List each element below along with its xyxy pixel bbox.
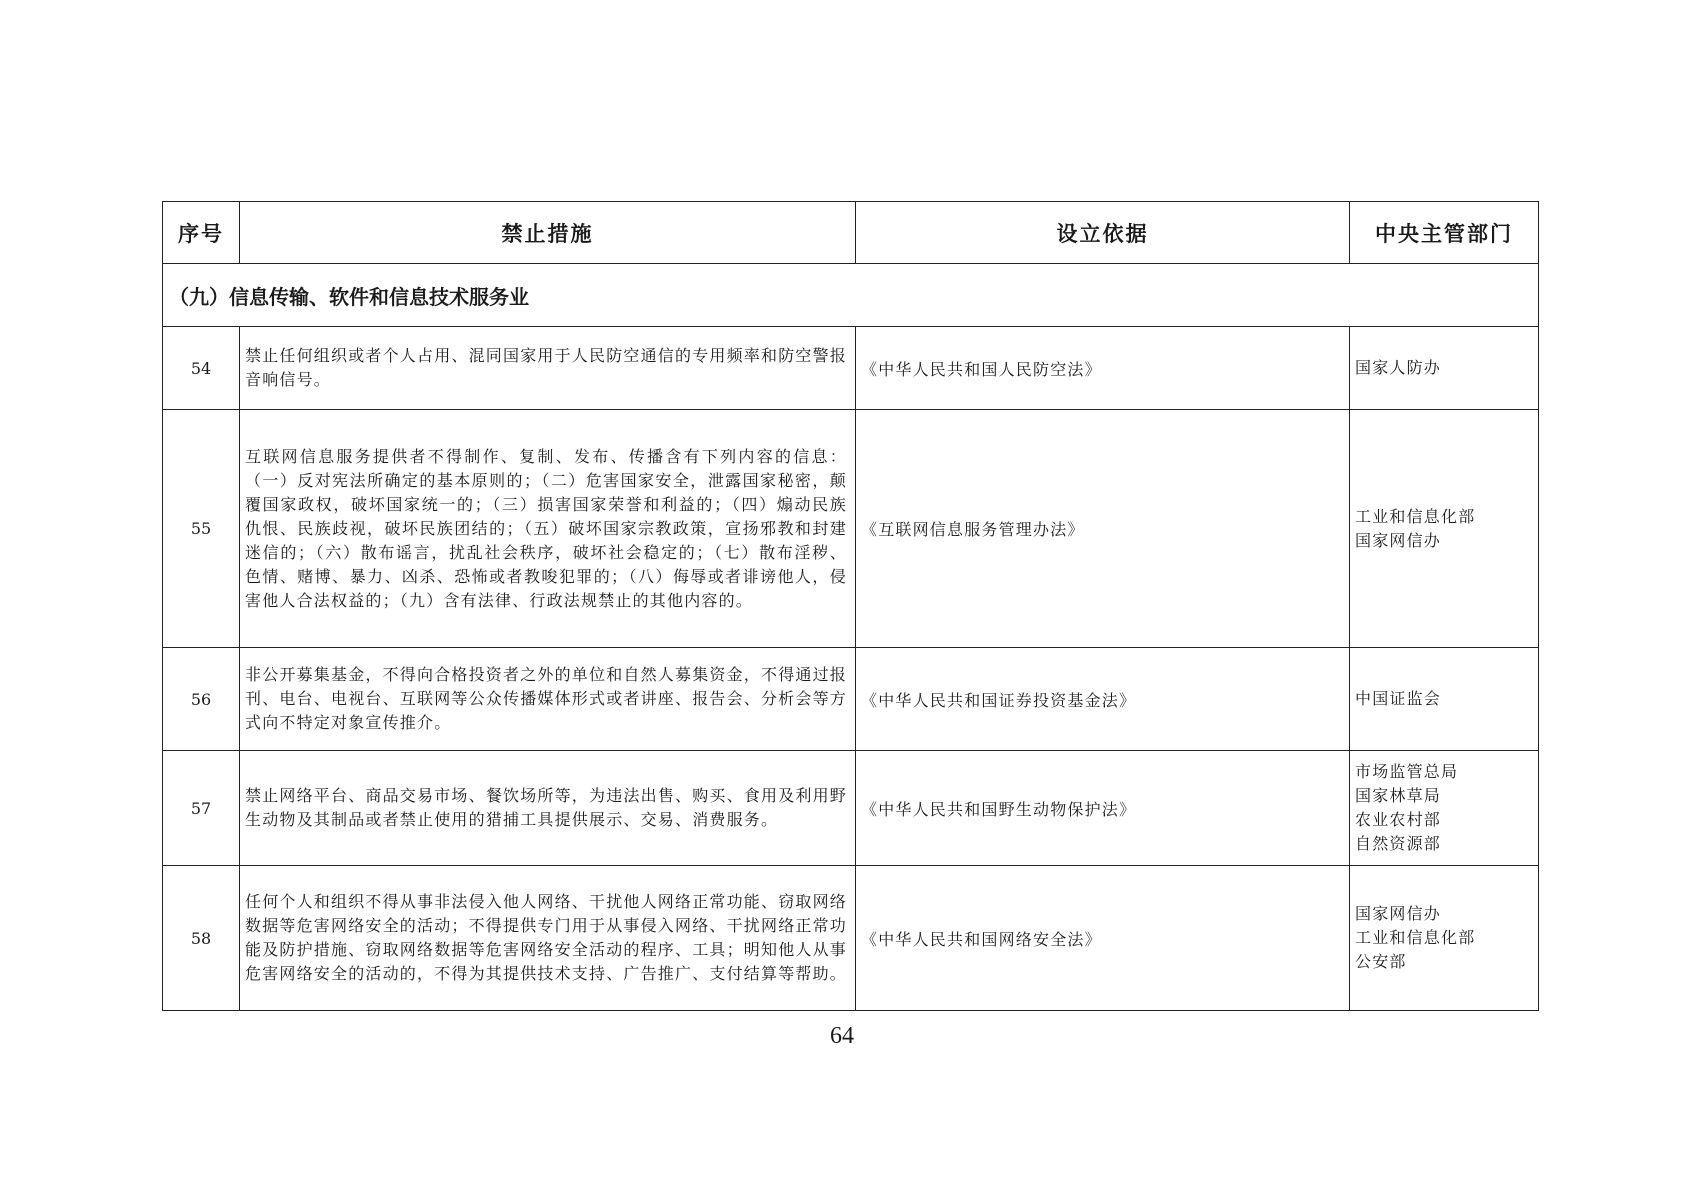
row-basis: 《中华人民共和国野生动物保护法》 [856,751,1350,866]
department-name: 中国证监会 [1355,689,1442,708]
table-row [163,866,1539,1011]
department-name: 工业和信息化部 [1355,928,1476,947]
department-name: 国家人防办 [1355,358,1442,377]
row-departments [1350,327,1539,410]
row-index: 54 [163,327,240,410]
department-name: 国家网信办 [1355,530,1442,550]
table-row [163,751,1539,866]
row-departments [1350,866,1539,1011]
row-measure: 禁止网络平台、商品交易市场、餐饮场所等，为违法出售、购买、食用及利用野生动物及其制品或者禁止使用的猎捕工具提供展示、交易、消费服务。 [240,751,856,866]
row-basis: 《中华人民共和国证券投资基金法》 [856,648,1350,751]
department-name: 自然资源部 [1355,834,1442,853]
row-measure: 任何个人和组织不得从事非法侵入他人网络、干扰他人网络正常功能、窃取网络数据等危害网络安全的活动；不得提供专门用于从事侵入网络、干扰网络正常功能及防护措施、窃取网络数据等危害网络安全活动的程序、工具；明知他人从事危害网络安全的活动的，不得为其提供技术支持、广告推广、支付结算等帮助。 [240,866,856,1011]
row-measure: 互联网信息服务提供者不得制作、复制、发布、传播含有下列内容的信息：（一）反对宪法所确定的基本原则的；（二）危害国家安全，泄露国家秘密，颠覆国家政权，破坏国家统一的；（三）损害国家荣誉和利益的；（四）煽动民族仇恨、民族歧视，破坏民族团结的；（五）破坏国家宗教政策，宣扬邪教和封建迷信的；（六）散布谣言，扰乱社会秩序，破坏社会稳定的；（七）散布淫秽、色情、赌博、暴力、凶杀、恐怖或者教唆犯罪的；（八）侮辱或者诽谤他人，侵害他人合法权益的；（九）含有法律、行政法规禁止的其他内容的。 [240,410,856,648]
row-departments [1350,410,1539,648]
row-index: 58 [163,866,240,1011]
section-title: （九）信息传输、软件和信息技术服务业 [163,264,1539,327]
row-departments [1350,751,1539,866]
prohibition-measures-table [162,201,1539,1011]
row-index: 57 [163,751,240,866]
row-measure: 禁止任何组织或者个人占用、混同国家用于人民防空通信的专用频率和防空警报音响信号。 [240,327,856,410]
section-heading-row [163,264,1539,327]
page-number: 64 [830,1023,854,1049]
row-basis: 《互联网信息服务管理办法》 [856,410,1350,648]
row-basis: 《中华人民共和国网络安全法》 [856,866,1350,1011]
department-name: 国家网信办 [1355,904,1442,923]
header-measure: 禁止措施 [240,202,856,264]
header-department: 中央主管部门 [1350,202,1539,264]
table-row [163,327,1539,410]
department-name: 工业和信息化部 [1355,506,1476,526]
department-name: 公安部 [1355,952,1407,971]
department-name: 农业农村部 [1355,810,1442,829]
header-basis: 设立依据 [856,202,1350,264]
department-name: 市场监管总局 [1355,762,1459,781]
table-row [163,648,1539,751]
row-index: 56 [163,648,240,751]
table-row [163,410,1539,648]
row-basis: 《中华人民共和国人民防空法》 [856,327,1350,410]
row-departments [1350,648,1539,751]
table-header-row [163,202,1539,264]
header-index: 序号 [163,202,240,264]
row-index: 55 [163,410,240,648]
department-name: 国家林草局 [1355,786,1442,805]
row-measure: 非公开募集基金，不得向合格投资者之外的单位和自然人募集资金，不得通过报刊、电台、电视台、互联网等公众传播媒体形式或者讲座、报告会、分析会等方式向不特定对象宣传推介。 [240,648,856,751]
